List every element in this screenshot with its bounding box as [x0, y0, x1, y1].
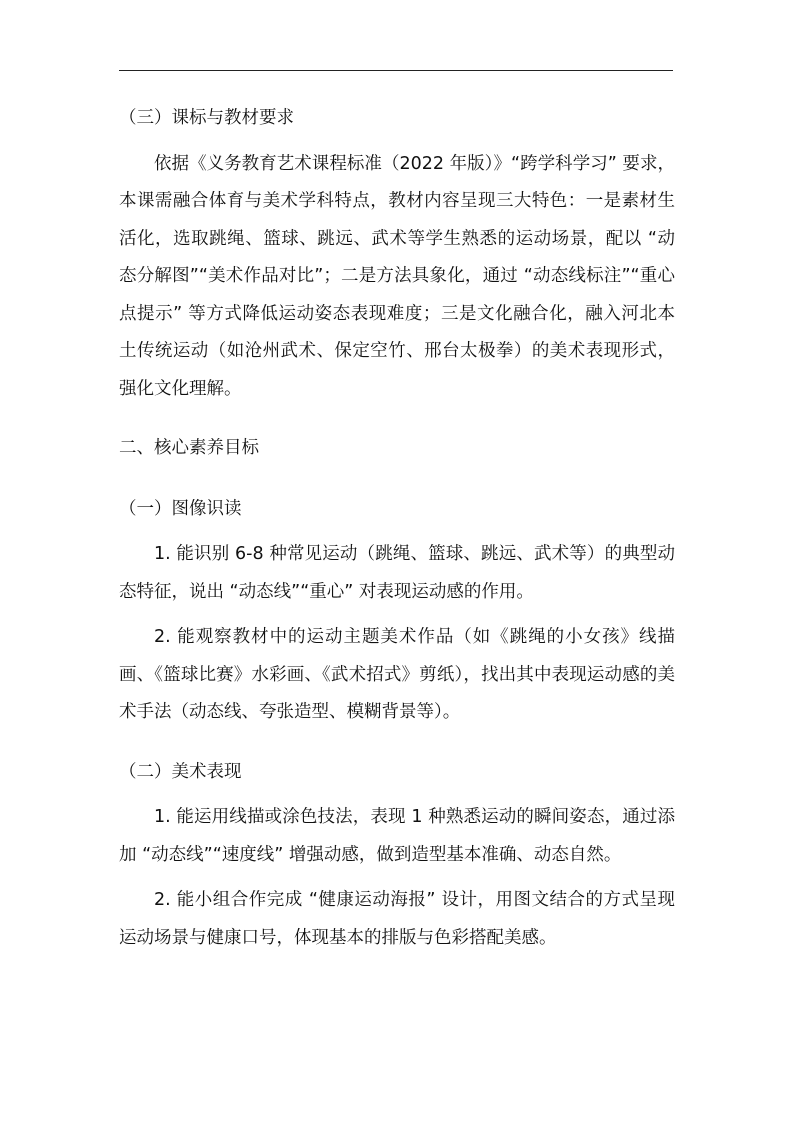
spacer — [119, 732, 675, 754]
subsection-heading-art-expression: （二）美术表现 — [119, 761, 242, 782]
spacer — [119, 408, 675, 430]
spacer — [119, 611, 675, 619]
section-heading-curriculum: （三）课标与教材要求 — [119, 108, 294, 128]
spacer — [119, 874, 675, 882]
spacer — [119, 528, 675, 536]
list-item-image-reading-1: 1. 能识别 6-8 种常见运动（跳绳、篮球、跳远、武术等）的典型动态特征，说出 “动态线”“重心” 对表现运动感的作用。 — [119, 544, 675, 602]
list-item-image-reading-2: 2. 能观察教材中的运动主题美术作品（如《跳绳的小女孩》线描画、《篮球比赛》水彩画、《武术招式》剪纸），找出其中表现运动感的美术手法（动态线、夸张造型、模糊背景等）。 — [119, 627, 675, 722]
paragraph-curriculum: 依据《义务教育艺术课程标准（2022 年版）》“跨学科学习” 要求，本课需融合体育与美术学科特点，教材内容呈现三大特色：一是素材生活化，选取跳绳、篮球、跳远、武术等学生熟悉的运动场景，配以 “动态分解图”“美术作品对比”；二是方法具象化，通过 “动态线标注”“重心点提示” 等方式降低运动姿态表现难度；三是文化融合化，融入河北本土传统运动（如沧州武术、保定空竹、邢台太极拳）的美术表现形式，强化文化理解。 — [119, 153, 675, 399]
spacer — [119, 138, 675, 146]
list-item-art-expression-2: 2. 能小组合作完成 “健康运动海报” 设计，用图文结合的方式呈现运动场景与健康口号，体现基本的排版与色彩搭配美感。 — [119, 890, 675, 948]
subsection-heading-image-reading: （一）图像识读 — [119, 498, 242, 519]
spacer — [119, 468, 675, 491]
part-heading-core-literacy: 二、核心素养目标 — [119, 438, 259, 458]
spacer — [119, 791, 675, 799]
list-item-art-expression-1: 1. 能运用线描或涂色技法，表现 1 种熟悉运动的瞬间姿态，通过添加 “动态线”“速度线” 增强动感，做到造型基本准确、动态自然。 — [119, 807, 675, 865]
document-body — [119, 100, 675, 957]
header-rule — [119, 70, 673, 71]
